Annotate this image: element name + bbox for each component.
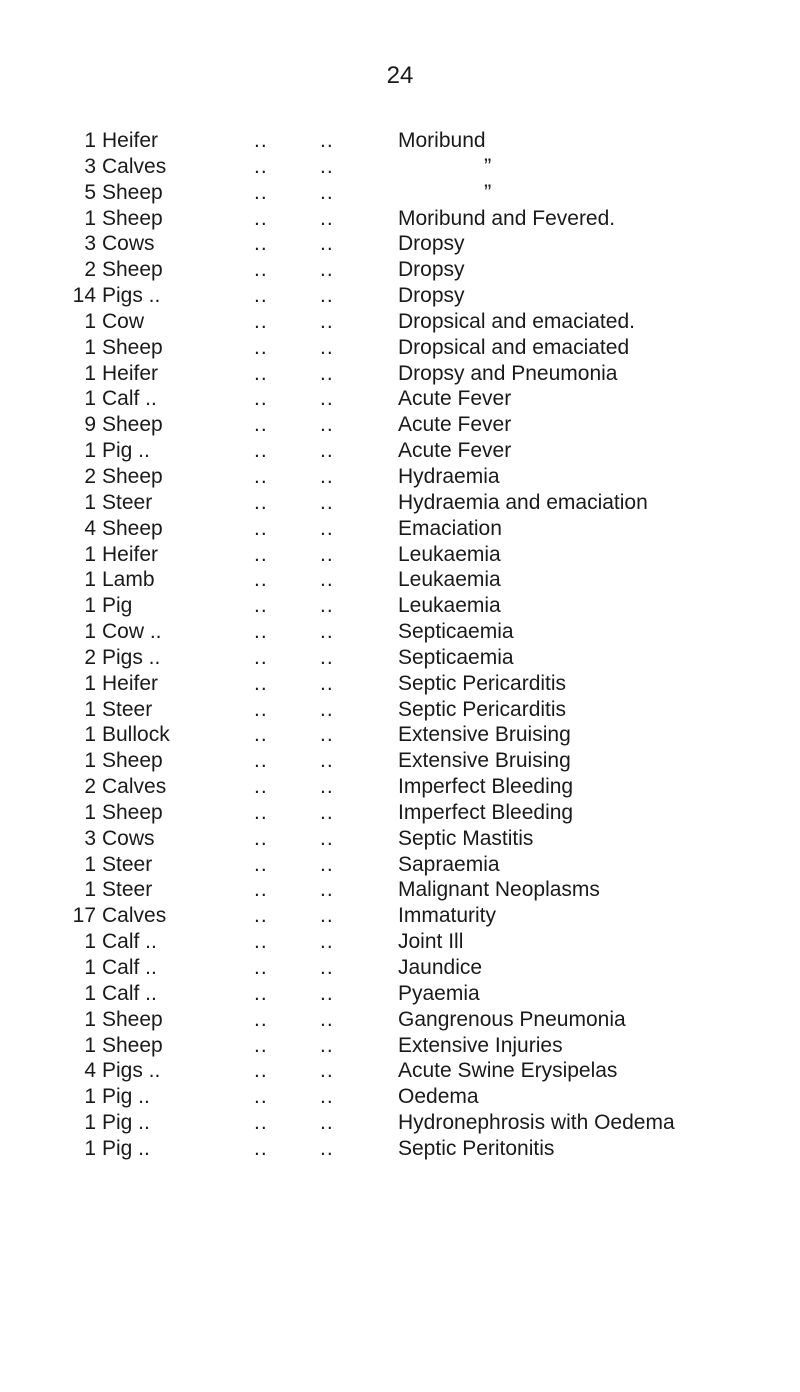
leader-dots: ..: [254, 800, 268, 824]
leader-dots: ..: [320, 671, 334, 695]
list-item: [0, 567, 800, 593]
list-item: [0, 903, 800, 929]
animal-count: 5: [84, 180, 96, 204]
leader-dots: ..: [254, 1033, 268, 1057]
animal-count: 1: [84, 749, 96, 773]
list-item: [0, 361, 800, 387]
list-item: [0, 438, 800, 464]
condition-text: Leukaemia: [398, 568, 501, 592]
animal-count: 1: [84, 723, 96, 747]
leader-dots: ..: [320, 439, 334, 463]
condition-text: Malignant Neoplasms: [398, 878, 600, 902]
condition-text: Septicaemia: [398, 645, 514, 669]
leader-dots: ..: [320, 930, 334, 954]
list-item: [0, 929, 800, 955]
animal-count: 1: [84, 387, 96, 411]
leader-dots: ..: [320, 1033, 334, 1057]
leader-dots: ..: [320, 620, 334, 644]
animal-type: Calf ..: [102, 981, 157, 1005]
list-item: [0, 283, 800, 309]
leader-dots: ..: [254, 516, 268, 540]
animal-type: Calves: [102, 154, 167, 178]
animal-type: Steer: [102, 490, 153, 514]
list-item: [0, 464, 800, 490]
leader-dots: ..: [254, 904, 268, 928]
leader-dots: ..: [254, 723, 268, 747]
animal-count: 3: [84, 154, 96, 178]
list-item: [0, 748, 800, 774]
leader-dots: ..: [254, 645, 268, 669]
leader-dots: ..: [320, 309, 334, 333]
leader-dots: ..: [254, 284, 268, 308]
condition-text: Gangrenous Pneumonia: [398, 1007, 626, 1031]
animal-type: Calf ..: [102, 387, 157, 411]
animal-type: Sheep: [102, 1033, 163, 1057]
leader-dots: ..: [254, 594, 268, 618]
animal-type: Pig ..: [102, 1111, 150, 1135]
condition-text: Dropsy: [398, 258, 465, 282]
leader-dots: ..: [254, 258, 268, 282]
leader-dots: ..: [320, 1085, 334, 1109]
animal-type: Heifer: [102, 542, 159, 566]
leader-dots: ..: [254, 878, 268, 902]
leader-dots: ..: [254, 464, 268, 488]
animal-type: Cow ..: [102, 620, 162, 644]
leader-dots: ..: [254, 981, 268, 1005]
list-item: [0, 981, 800, 1007]
leader-dots: ..: [320, 335, 334, 359]
condition-text: Septic Pericarditis: [398, 671, 567, 695]
leader-dots: ..: [320, 180, 334, 204]
list-item: [0, 697, 800, 723]
condition-text: Extensive Injuries: [398, 1033, 563, 1057]
animal-count: 1: [84, 852, 96, 876]
list-item: [0, 774, 800, 800]
condition-text: Moribund: [398, 129, 486, 152]
animal-count: 1: [84, 671, 96, 695]
animal-type: Heifer: [102, 129, 159, 152]
condition-text: Hydraemia: [398, 464, 500, 488]
leader-dots: ..: [254, 387, 268, 411]
condemnation-list: [0, 128, 800, 1162]
list-item: [0, 826, 800, 852]
animal-type: Calves: [102, 904, 167, 928]
animal-type: Heifer: [102, 361, 159, 385]
leader-dots: ..: [254, 826, 268, 850]
animal-count: 4: [84, 1059, 96, 1083]
leader-dots: ..: [320, 594, 334, 618]
condition-text: Septic Mastitis: [398, 826, 534, 850]
condition-text: Acute Fever: [398, 413, 512, 437]
animal-count: 1: [84, 439, 96, 463]
condition-text: Dropsy: [398, 232, 465, 256]
animal-count: 9: [84, 413, 96, 437]
condition-text: Leukaemia: [398, 542, 501, 566]
animal-type: Calf ..: [102, 930, 157, 954]
animal-type: Steer: [102, 878, 153, 902]
animal-count: 14: [72, 284, 96, 308]
leader-dots: ..: [320, 542, 334, 566]
leader-dots: ..: [254, 852, 268, 876]
leader-dots: ..: [320, 154, 334, 178]
condition-text: Oedema: [398, 1085, 479, 1109]
list-item: [0, 206, 800, 232]
animal-type: Pigs ..: [102, 284, 161, 308]
list-item: [0, 412, 800, 438]
leader-dots: ..: [254, 129, 268, 152]
animal-count: 17: [72, 904, 96, 928]
animal-type: Sheep: [102, 413, 163, 437]
list-item: [0, 722, 800, 748]
animal-count: 1: [84, 594, 96, 618]
animal-count: 1: [84, 568, 96, 592]
animal-type: Sheep: [102, 335, 163, 359]
animal-count: 1: [84, 1111, 96, 1135]
leader-dots: ..: [254, 361, 268, 385]
leader-dots: ..: [320, 645, 334, 669]
animal-type: Bullock: [102, 723, 170, 747]
list-item: [0, 386, 800, 412]
leader-dots: ..: [320, 749, 334, 773]
leader-dots: ..: [254, 749, 268, 773]
leader-dots: ..: [320, 490, 334, 514]
list-item: [0, 309, 800, 335]
condition-text: Dropsy: [398, 284, 465, 308]
animal-count: 1: [84, 1085, 96, 1109]
leader-dots: ..: [320, 723, 334, 747]
list-item: [0, 1007, 800, 1033]
condition-text: Sapraemia: [398, 852, 500, 876]
animal-count: 1: [84, 981, 96, 1005]
animal-type: Heifer: [102, 671, 159, 695]
animal-type: Cow: [102, 309, 145, 333]
condition-text: Extensive Bruising: [398, 723, 571, 747]
leader-dots: ..: [254, 568, 268, 592]
list-item: [0, 852, 800, 878]
leader-dots: ..: [320, 852, 334, 876]
leader-dots: ..: [320, 232, 334, 256]
list-item: [0, 542, 800, 568]
animal-type: Calves: [102, 775, 167, 799]
leader-dots: ..: [320, 361, 334, 385]
condition-text: Joint Ill: [398, 930, 464, 954]
list-item: [0, 154, 800, 180]
condition-text: Emaciation: [398, 516, 502, 540]
animal-type: Pigs ..: [102, 645, 161, 669]
leader-dots: ..: [320, 697, 334, 721]
animal-type: Pig ..: [102, 1136, 150, 1160]
leader-dots: ..: [320, 800, 334, 824]
leader-dots: ..: [320, 568, 334, 592]
list-item: [0, 619, 800, 645]
leader-dots: ..: [254, 697, 268, 721]
list-item: [0, 593, 800, 619]
condition-text: Imperfect Bleeding: [398, 800, 574, 824]
leader-dots: ..: [320, 284, 334, 308]
list-item: [0, 128, 800, 154]
leader-dots: ..: [254, 206, 268, 230]
condition-text: Extensive Bruising: [398, 749, 571, 773]
list-item: [0, 955, 800, 981]
leader-dots: ..: [254, 1085, 268, 1109]
leader-dots: ..: [254, 154, 268, 178]
animal-count: 3: [84, 232, 96, 256]
leader-dots: ..: [320, 1111, 334, 1135]
animal-type: Sheep: [102, 800, 163, 824]
leader-dots: ..: [320, 464, 334, 488]
list-item: [0, 231, 800, 257]
leader-dots: ..: [254, 1059, 268, 1083]
leader-dots: ..: [320, 1007, 334, 1031]
condition-text: Septic Pericarditis: [398, 697, 567, 721]
animal-count: 1: [84, 206, 96, 230]
leader-dots: ..: [320, 904, 334, 928]
animal-type: Pig ..: [102, 439, 150, 463]
leader-dots: ..: [254, 930, 268, 954]
animal-type: Sheep: [102, 464, 163, 488]
animal-count: 1: [84, 542, 96, 566]
animal-type: Cows: [102, 232, 155, 256]
condition-text: Hydraemia and emaciation: [398, 490, 648, 514]
animal-type: Sheep: [102, 516, 163, 540]
condition-text: Imperfect Bleeding: [398, 775, 574, 799]
leader-dots: ..: [254, 413, 268, 437]
animal-count: 2: [84, 645, 96, 669]
animal-count: 1: [84, 490, 96, 514]
animal-count: 1: [84, 878, 96, 902]
animal-type: Sheep: [102, 258, 163, 282]
leader-dots: ..: [254, 1136, 268, 1160]
list-item: [0, 877, 800, 903]
animal-type: Sheep: [102, 1007, 163, 1031]
animal-type: Lamb: [102, 568, 155, 592]
leader-dots: ..: [254, 542, 268, 566]
animal-type: Cows: [102, 826, 155, 850]
condition-text: Septic Peritonitis: [398, 1136, 555, 1160]
leader-dots: ..: [320, 413, 334, 437]
animal-count: 1: [84, 309, 96, 333]
leader-dots: ..: [254, 439, 268, 463]
leader-dots: ..: [254, 1111, 268, 1135]
animal-count: 2: [84, 258, 96, 282]
leader-dots: ..: [254, 490, 268, 514]
animal-count: 1: [84, 800, 96, 824]
list-item: [0, 257, 800, 283]
page-number: 24: [386, 62, 414, 89]
animal-type: Sheep: [102, 749, 163, 773]
leader-dots: ..: [254, 309, 268, 333]
list-item: [0, 490, 800, 516]
leader-dots: ..: [320, 206, 334, 230]
leader-dots: ..: [320, 1059, 334, 1083]
leader-dots: ..: [254, 671, 268, 695]
ditto-mark: ”: [484, 179, 492, 205]
list-item: [0, 1033, 800, 1059]
animal-count: 1: [84, 956, 96, 979]
condition-text: Pyaemia: [398, 981, 480, 1005]
leader-dots: ..: [254, 956, 268, 979]
animal-count: 3: [84, 826, 96, 850]
condition-text: Immaturity: [398, 904, 497, 928]
list-item: [0, 1110, 800, 1136]
animal-count: 1: [84, 620, 96, 644]
leader-dots: ..: [254, 335, 268, 359]
leader-dots: ..: [320, 981, 334, 1005]
animal-type: Sheep: [102, 180, 163, 204]
leader-dots: ..: [254, 620, 268, 644]
leader-dots: ..: [320, 387, 334, 411]
list-item: [0, 1058, 800, 1084]
animal-type: Steer: [102, 697, 153, 721]
list-item: [0, 1084, 800, 1110]
list-item: [0, 516, 800, 542]
leader-dots: ..: [320, 826, 334, 850]
list-item: [0, 645, 800, 671]
list-item: [0, 800, 800, 826]
condition-text: Leukaemia: [398, 594, 501, 618]
animal-type: Calf ..: [102, 956, 157, 979]
list-item: [0, 671, 800, 697]
animal-type: Pig ..: [102, 1085, 150, 1109]
condition-text: Moribund and Fevered.: [398, 206, 616, 230]
animal-count: 1: [84, 1007, 96, 1031]
leader-dots: ..: [254, 1007, 268, 1031]
animal-count: 1: [84, 335, 96, 359]
condition-text: Septicaemia: [398, 620, 514, 644]
animal-count: 1: [84, 361, 96, 385]
leader-dots: ..: [320, 878, 334, 902]
condition-text: Dropsy and Pneumonia: [398, 361, 618, 385]
condition-text: Acute Swine Erysipelas: [398, 1059, 618, 1083]
animal-type: Steer: [102, 852, 153, 876]
condition-text: Hydronephrosis with Oedema: [398, 1111, 675, 1135]
animal-count: 1: [84, 1136, 96, 1160]
leader-dots: ..: [320, 956, 334, 979]
list-item: [0, 1136, 800, 1162]
list-item: [0, 180, 800, 206]
condition-text: Dropsical and emaciated.: [398, 309, 635, 333]
leader-dots: ..: [254, 232, 268, 256]
animal-count: 4: [84, 516, 96, 540]
animal-count: 1: [84, 697, 96, 721]
leader-dots: ..: [320, 258, 334, 282]
leader-dots: ..: [320, 775, 334, 799]
condition-text: Acute Fever: [398, 387, 512, 411]
animal-count: 2: [84, 464, 96, 488]
condition-text: Jaundice: [398, 956, 483, 979]
animal-type: Sheep: [102, 206, 163, 230]
ditto-mark: ”: [484, 153, 492, 179]
leader-dots: ..: [320, 129, 334, 152]
list-item: [0, 335, 800, 361]
animal-count: 2: [84, 775, 96, 799]
leader-dots: ..: [320, 516, 334, 540]
animal-count: 1: [84, 930, 96, 954]
condition-text: Acute Fever: [398, 439, 512, 463]
condition-text: Dropsical and emaciated: [398, 335, 630, 359]
leader-dots: ..: [254, 180, 268, 204]
animal-count: 1: [84, 129, 96, 152]
leader-dots: ..: [320, 1136, 334, 1160]
animal-count: 1: [84, 1033, 96, 1057]
leader-dots: ..: [254, 775, 268, 799]
animal-type: Pigs ..: [102, 1059, 161, 1083]
animal-type: Pig: [102, 594, 133, 618]
